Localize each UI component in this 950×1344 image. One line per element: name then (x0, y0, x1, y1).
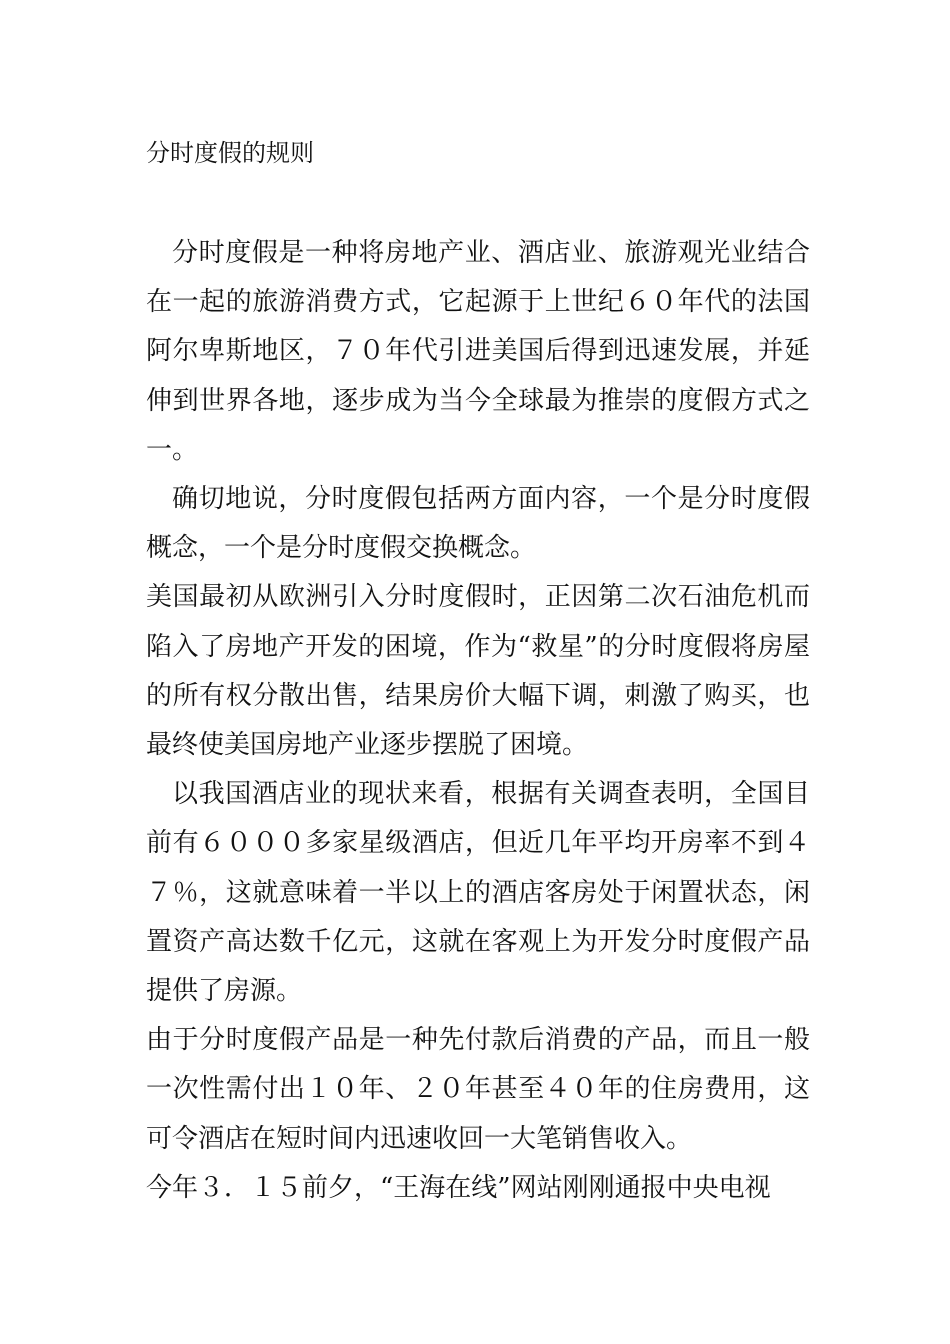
paragraph-4: 以我国酒店业的现状来看，根据有关调查表明，全国目前有６０００多家星级酒店，但近几年平均开房率不到４７％，这就意味着一半以上的酒店客房处于闲置状态，闲置资产高达数千亿元，这就在客观上为开发分时度假产品提供了房源。 (146, 779, 810, 1007)
document-body (146, 229, 810, 1213)
paragraph-6: 今年３．１５前夕，“王海在线”网站刚刚通报中央电视 (146, 1172, 771, 1203)
paragraph-1: 分时度假是一种将房地产业、酒店业、旅游观光业结合在一起的旅游消费方式，它起源于上世纪６０年代的法国阿尔卑斯地区，７０年代引进美国后得到迅速发展，并延伸到世界各地，逐步成为当今全球最为推崇的度假方式之一。 (146, 238, 810, 465)
paragraph-3: 美国最初从欧洲引入分时度假时，正因第二次石油危机而陷入了房地产开发的困境，作为“救星”的分时度假将房屋的所有权分散出售，结果房价大幅下调，刺激了购买，也最终使美国房地产业逐步摆脱了困境。 (146, 582, 810, 761)
paragraph-2: 确切地说，分时度假包括两方面内容，一个是分时度假概念，一个是分时度假交换概念。 (146, 484, 810, 564)
document-title: 分时度假的规则 (146, 139, 314, 167)
paragraph-5: 由于分时度假产品是一种先付款后消费的产品，而且一般一次性需付出１０年、２０年甚至４０年的住房费用，这可令酒店在短时间内迅速收回一大笔销售收入。 (146, 1025, 810, 1154)
